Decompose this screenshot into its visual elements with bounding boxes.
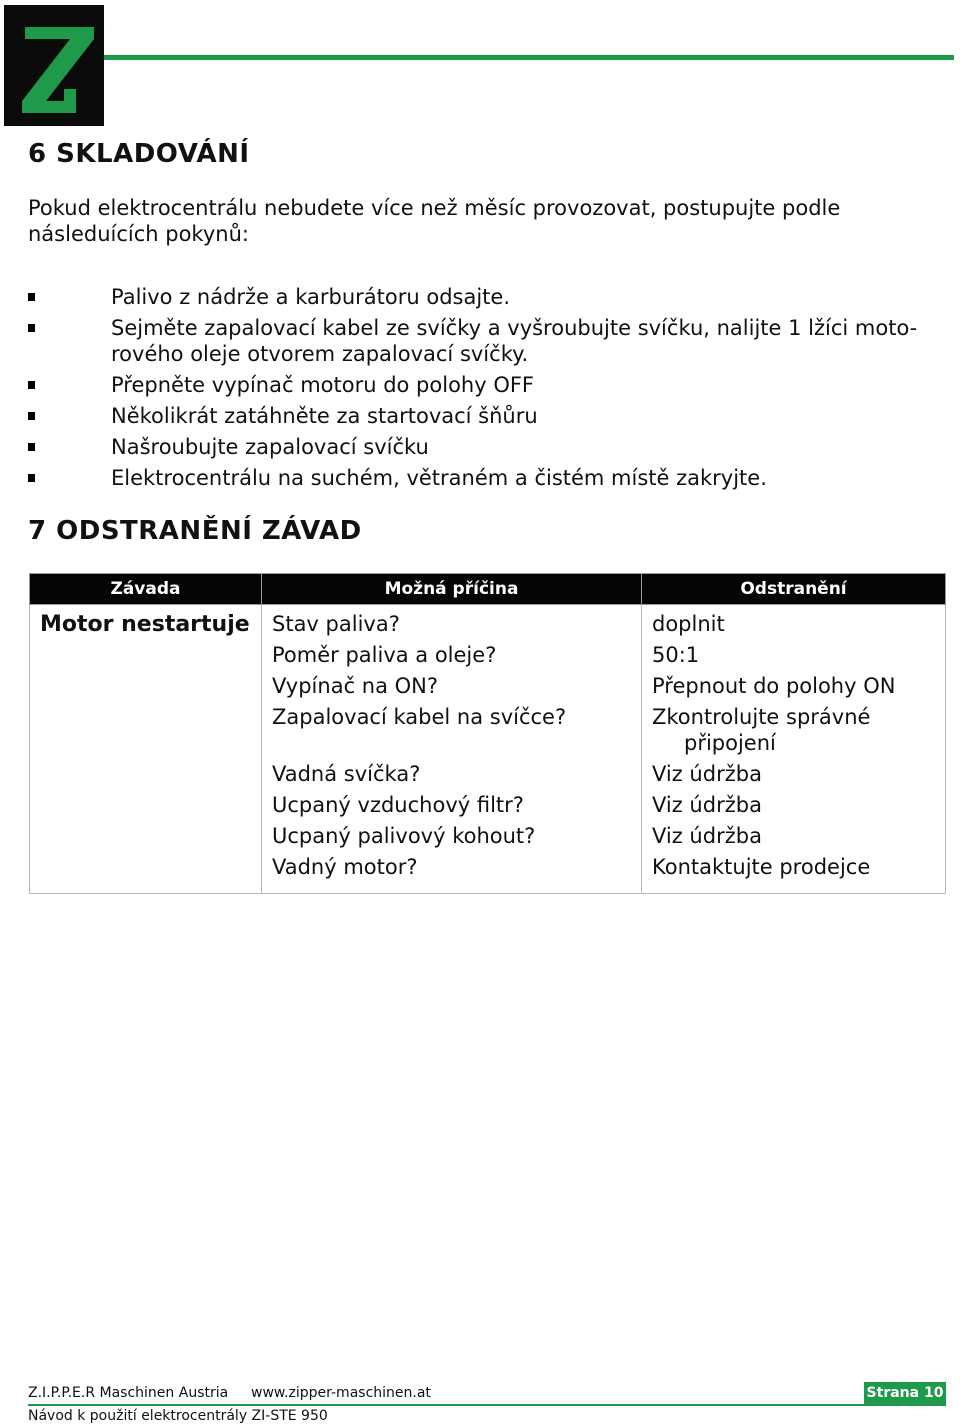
list-item: Sejměte zapalovací kabel ze svíčky a vyšroubujte svíčku, nalijte 1 lžíci moto-rového oleje otvorem zapalovací svíčky. bbox=[28, 315, 938, 367]
cause-item: Vadný motor? bbox=[272, 855, 418, 879]
fix-item: Viz údržba bbox=[652, 762, 762, 786]
list-item: Několikrát zatáhněte za startovací šňůru bbox=[28, 403, 938, 429]
cause-item: Vadná svíčka? bbox=[272, 762, 421, 786]
bullet-icon bbox=[28, 381, 35, 389]
footer-company: Z.I.P.P.E.R Maschinen Austria bbox=[28, 1385, 229, 1401]
zipper-z-logo-icon bbox=[4, 5, 104, 126]
fix-item: Viz údržba bbox=[652, 793, 762, 817]
bullet-icon bbox=[28, 443, 35, 451]
fix-item: doplnit bbox=[652, 612, 725, 636]
fix-item: Zkontrolujte správné připojení bbox=[652, 705, 871, 755]
footer-rule bbox=[28, 1404, 946, 1406]
list-item: Palivo z nádrže a karburátoru odsajte. bbox=[28, 284, 938, 310]
section-6-title: 6 SKLADOVÁNÍ bbox=[28, 139, 250, 169]
list-item: Našroubujte zapalovací svíčku bbox=[28, 434, 938, 460]
fault-name: Motor nestartuje bbox=[40, 612, 250, 637]
section-7-title: 7 ODSTRANĚNÍ ZÁVAD bbox=[28, 516, 362, 546]
header-cause: Možná příčina bbox=[262, 574, 642, 605]
header-rule bbox=[104, 55, 954, 60]
cause-item: Stav paliva? bbox=[272, 612, 400, 636]
cause-item: Ucpaný palivový kohout? bbox=[272, 824, 536, 848]
bullet-icon bbox=[28, 474, 35, 482]
storage-steps bbox=[28, 284, 938, 496]
fault-cell bbox=[30, 605, 262, 894]
header-fault: Závada bbox=[30, 574, 262, 605]
footer-manual-title: Návod k použití elektrocentrály ZI-STE 950 bbox=[28, 1408, 328, 1424]
bullet-icon bbox=[28, 412, 35, 420]
cause-cell bbox=[262, 605, 642, 894]
fix-item: Přepnout do polohy ON bbox=[652, 674, 896, 698]
page-number-badge: Strana 10 bbox=[864, 1382, 946, 1404]
storage-intro: Pokud elektrocentrálu nebudete více než měsíc provozovat, postupujte podle následuících pokynů: bbox=[28, 196, 841, 246]
list-item: Přepněte vypínač motoru do polohy OFF bbox=[28, 372, 938, 398]
footer-url[interactable]: www.zipper-maschinen.at bbox=[251, 1385, 431, 1401]
table-row bbox=[30, 605, 946, 894]
troubleshooting-table bbox=[29, 573, 946, 894]
fix-cell bbox=[642, 605, 946, 894]
fix-item: 50:1 bbox=[652, 643, 700, 667]
cause-item: Ucpaný vzduchový filtr? bbox=[272, 793, 524, 817]
header-fix: Odstranění bbox=[642, 574, 946, 605]
cause-item: Vypínač na ON? bbox=[272, 674, 439, 698]
fix-item: Kontaktujte prodejce bbox=[652, 855, 871, 879]
table-header-row bbox=[30, 574, 946, 605]
cause-item: Poměr paliva a oleje? bbox=[272, 643, 497, 667]
list-item: Elektrocentrálu na suchém, větraném a čistém místě zakryjte. bbox=[28, 465, 938, 491]
bullet-icon bbox=[28, 293, 35, 301]
bullet-icon bbox=[28, 324, 35, 332]
cause-item: Zapalovací kabel na svíčce? bbox=[272, 705, 567, 729]
fix-item: Viz údržba bbox=[652, 824, 762, 848]
